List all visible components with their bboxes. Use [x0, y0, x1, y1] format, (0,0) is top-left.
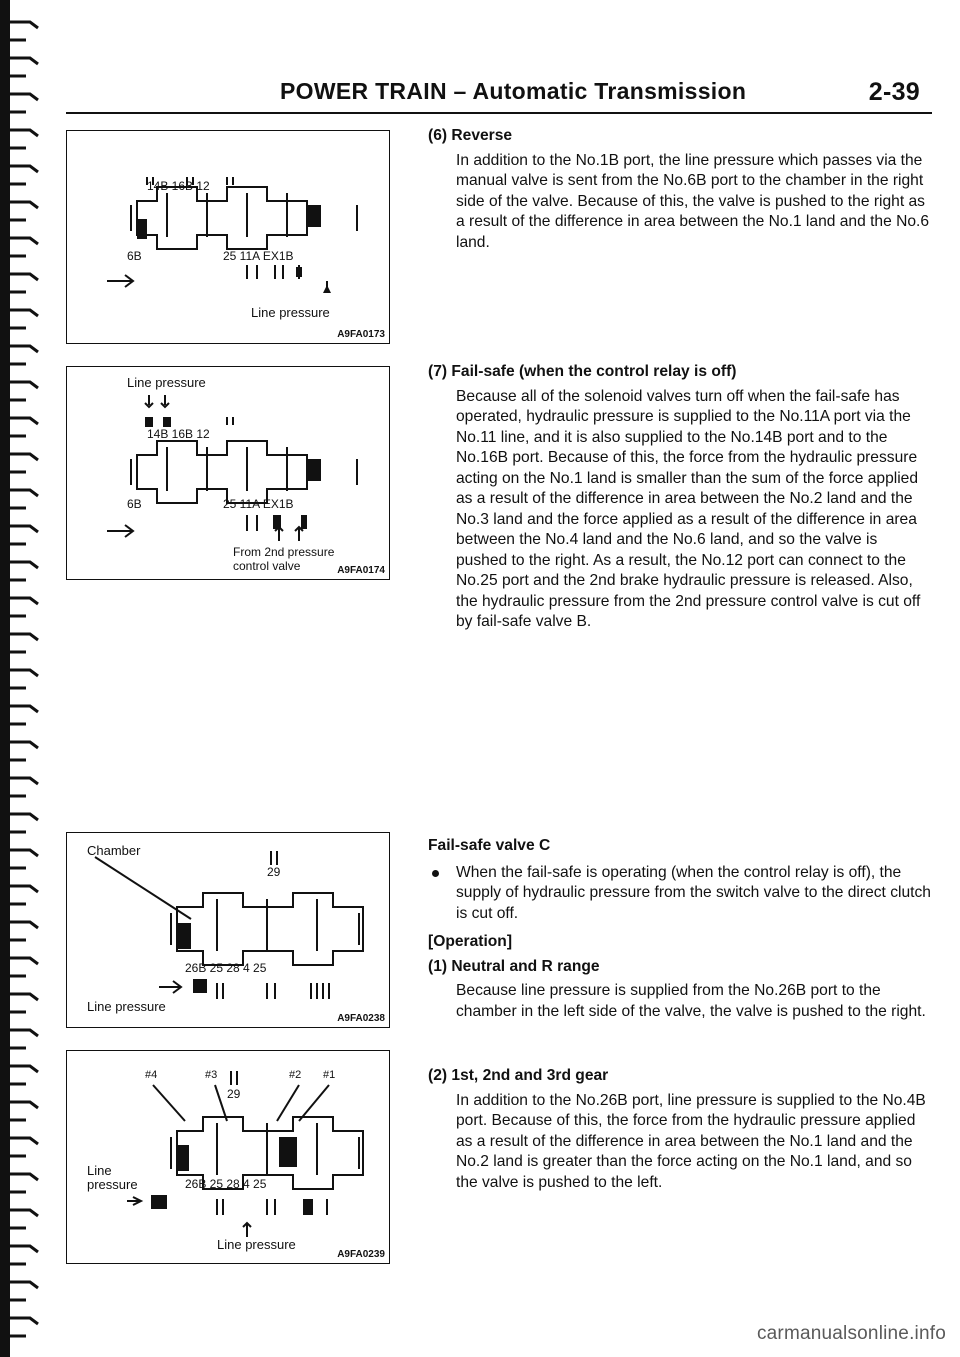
figure-2-caption-1: From 2nd pressure	[233, 545, 335, 559]
figure-4-code: A9FA0239	[337, 1249, 385, 1260]
figure-2-top-label: Line pressure	[127, 375, 206, 390]
figure-2-caption-2: control valve	[233, 559, 301, 573]
figure-3-left-label: Line pressure	[87, 999, 166, 1014]
figure-2-left-port: 6B	[127, 497, 142, 511]
binding-mark	[10, 94, 38, 112]
binding-mark	[10, 1102, 38, 1120]
binding-mark	[10, 706, 38, 724]
watermark: carmanualsonline.info	[756, 1323, 946, 1344]
binding-mark	[10, 382, 38, 400]
binding-mark	[10, 1066, 38, 1084]
operation-heading: [Operation]	[428, 933, 513, 950]
section-7-heading: (7) Fail-safe (when the control relay is off)	[428, 363, 737, 380]
valve-diagram-1	[67, 131, 389, 343]
valve-diagram-3	[67, 833, 389, 1027]
figure-3-bottom-ports: 26B 25 28 4 25	[185, 961, 267, 975]
binding-mark	[10, 1282, 38, 1300]
binding-mark	[10, 634, 38, 652]
figure-3-chamber: Chamber	[87, 843, 141, 858]
binding-mark	[10, 886, 38, 904]
binding-mark	[10, 994, 38, 1012]
figure-4-bottom-ports: 26B 25 28 4 25	[185, 1177, 267, 1191]
page-title: POWER TRAIN – Automatic Transmission	[280, 78, 747, 104]
figure-4-land-4: #4	[145, 1069, 158, 1081]
binding-mark	[10, 526, 38, 544]
figure-1-caption: Line pressure	[251, 305, 330, 320]
binding-mark	[10, 58, 38, 76]
section-reverse	[428, 126, 932, 253]
valve-diagram-2	[67, 367, 389, 579]
binding-mark	[10, 238, 38, 256]
operation-1-body: Because line pressure is supplied from the No.26B port to the chamber in the left side of the valve, the valve is pushed to the right.	[456, 982, 926, 1020]
figure-reverse-diagram	[66, 130, 390, 344]
binding-mark	[10, 1030, 38, 1048]
binding-mark	[10, 310, 38, 328]
figure-1-top-ports: 14B 16B 12	[147, 179, 210, 193]
figure-3-top-port: 29	[267, 865, 281, 879]
figure-2-bottom-ports: 25 11A EX1B	[223, 497, 294, 511]
figure-4-land-2: #2	[289, 1069, 302, 1081]
binding-mark	[10, 454, 38, 472]
binding-mark	[10, 958, 38, 976]
binding-mark	[10, 850, 38, 868]
binding-mark	[10, 742, 38, 760]
figure-4-left-label-2: pressure	[87, 1177, 138, 1192]
section-6-body: In addition to the No.1B port, the line pressure which passes via the manual valve is sent from the No.6B port to the chamber in the right side of the valve. Because of this, the valve is pushed to the right as a result of the difference in area between the No.1 land and the No.6 land.	[456, 151, 930, 251]
binding-mark	[10, 346, 38, 364]
binding-mark	[10, 166, 38, 184]
binding-mark	[10, 922, 38, 940]
figure-1-bottom-ports: 25 11A EX1B	[223, 249, 294, 263]
binding-mark	[10, 1138, 38, 1156]
binding-mark	[10, 1174, 38, 1192]
binding-mark	[10, 130, 38, 148]
section-fail-safe	[428, 362, 932, 633]
operation-2-heading: (2) 1st, 2nd and 3rd gear	[428, 1067, 609, 1084]
header-rule	[66, 112, 932, 114]
section-gears	[428, 1066, 932, 1193]
binding-mark	[10, 562, 38, 580]
binding-mark	[10, 778, 38, 796]
figure-4-caption: Line pressure	[217, 1237, 296, 1252]
operation-1-heading: (1) Neutral and R range	[428, 957, 600, 975]
figure-4-land-3: #3	[205, 1069, 218, 1081]
section-6-heading: (6) Reverse	[428, 127, 513, 144]
binding-mark	[10, 418, 38, 436]
figure-1-left-port: 6B	[127, 249, 142, 263]
figure-valve-c-diagram-1	[66, 832, 390, 1028]
figure-4-land-1: #1	[323, 1069, 336, 1081]
valve-c-heading: Fail-safe valve C	[428, 837, 551, 854]
figure-2-code: A9FA0174	[337, 565, 385, 576]
section-fail-safe-valve-c	[428, 836, 932, 1022]
figure-1-code: A9FA0173	[337, 329, 385, 340]
binding-mark	[10, 274, 38, 292]
binding-mark	[10, 598, 38, 616]
binding-mark	[10, 1318, 38, 1336]
binding-mark	[10, 490, 38, 508]
figure-valve-c-diagram-2	[66, 1050, 390, 1264]
page-number: 2-39	[868, 78, 920, 106]
valve-diagram-4	[67, 1051, 389, 1263]
binding-mark	[10, 670, 38, 688]
binding-mark	[10, 1246, 38, 1264]
figure-4-left-label-1: Line	[87, 1163, 112, 1178]
binding-mark	[10, 202, 38, 220]
operation-2-body: In addition to the No.26B port, line pressure is supplied to the No.4B port. Because of this, the force from the hydraulic pressure applied as a result of the difference in area between the No.1 land and the No.2 land is greater than the force acting on the No.1 land, and so the valve is pushed to the left.	[456, 1091, 926, 1191]
binding-edge	[0, 0, 44, 1357]
binding-mark	[10, 814, 38, 832]
figure-3-code: A9FA0238	[337, 1013, 385, 1024]
page-header	[280, 78, 920, 114]
binding-mark	[10, 1210, 38, 1228]
valve-c-bullet: When the fail-safe is operating (when the control relay is off), the supply of hydraulic pressure from the switch valve to the direct clutch is cut off.	[428, 863, 932, 925]
binding-mark	[10, 22, 38, 40]
figure-4-top-port: 29	[227, 1087, 241, 1101]
section-7-body: Because all of the solenoid valves turn off when the fail-safe has operated, hydraulic pressure is supplied to the No.11A port via the No.11 line, and it is also supplied to the No.14B port and to the No.16B port. Because of this, the force from the hydraulic pressure acting on the No.1 land is smaller than the sum of the force applied as a result of the difference in area between the No.2 land and the No.3 land and the force applied as a result of the difference in area between the No.4 land and the No.6 land, and so the valve is pushed to the right. As a result, the No.12 port can connect to the No.25 port and the 2nd brake hydraulic pressure is released. Also, the hydraulic pressure from the 2nd pressure control valve is cut off by fail-safe valve B.	[456, 387, 921, 630]
figure-2-top-ports: 14B 16B 12	[147, 427, 210, 441]
figure-fail-safe-diagram	[66, 366, 390, 580]
